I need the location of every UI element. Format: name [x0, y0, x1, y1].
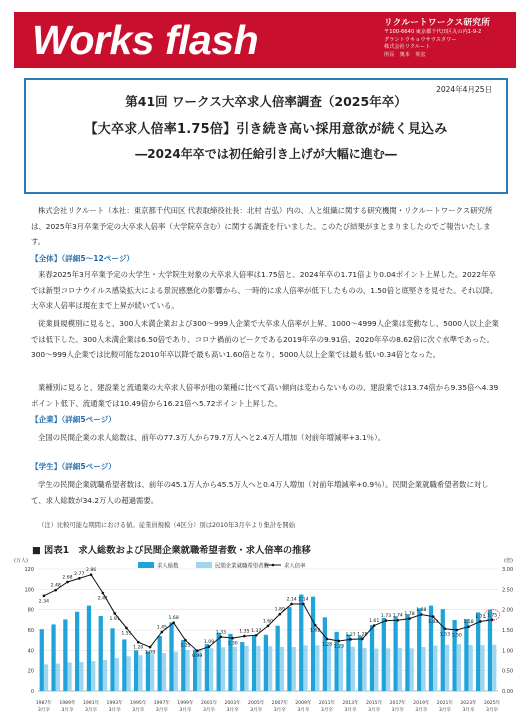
- bar-job-openings: [99, 616, 103, 691]
- left-axis-unit: (万人): [14, 558, 28, 564]
- right-tick-label: 1.00: [502, 648, 514, 655]
- ratio-data-label: 1.23: [333, 644, 344, 650]
- overall-paragraph-3: 業種別に見ると、建設業と流通業の大卒求人倍率が他の業種に比べて高い傾向は変わらないものの、建設業では13.74倍から9.35倍へ4.39ポイント低下、流通業では10.49倍から16.21倍へ5.72ポイント上昇した。: [31, 383, 499, 408]
- point-job-ratio: [220, 636, 223, 639]
- bar-job-openings: [87, 606, 91, 691]
- legend-marker-job-ratio: [272, 564, 275, 567]
- point-job-ratio: [302, 603, 305, 606]
- left-tick-label: 20: [27, 668, 34, 675]
- x-tick-sublabel: 3月卒: [108, 708, 121, 713]
- bar-job-seekers: [292, 647, 296, 691]
- intro-paragraph: 株式会社リクルート（本社：東京都千代田区 代表取締役社長：北村 吉弘）内の、人と組織に関する研究機関・リクルートワークス研究所は、2025年3月卒業予定の大卒求人倍率（大学院卒含む）に関する調査を行いました。このたび結果がまとまりましたのでご報告いたします。: [31, 206, 493, 247]
- bar-job-openings: [158, 636, 162, 691]
- bar-job-openings: [252, 636, 256, 691]
- org-address: 〒100-6640 東京都千代田区丸の内1-9-2: [384, 29, 482, 35]
- point-job-ratio: [491, 619, 494, 622]
- left-tick-label: 0: [30, 689, 34, 695]
- point-job-ratio: [43, 595, 46, 598]
- x-tick-label: 1987年: [35, 701, 53, 706]
- bar-job-seekers: [410, 648, 414, 691]
- point-job-ratio: [444, 627, 447, 630]
- bar-job-seekers: [126, 656, 130, 691]
- bar-job-seekers: [150, 654, 154, 691]
- section-heading-student: 【学生】（詳細5ページ）: [31, 462, 116, 471]
- point-job-ratio: [479, 620, 482, 623]
- point-job-ratio: [90, 573, 93, 576]
- point-job-ratio: [278, 613, 281, 616]
- release-date: 2024年4月25日: [436, 85, 492, 94]
- x-tick-sublabel: 3月卒: [37, 708, 50, 713]
- x-tick-label: 2017年: [389, 701, 406, 706]
- point-job-ratio: [243, 635, 246, 638]
- student-paragraph: 学生の民間企業就職希望者数は、前年の45.1万人から45.5万人へと0.4万人増加（対前年増減率+0.9％）。民間企業就職希望者数に対して、求人総数が34.2万人の超過需要。: [31, 480, 489, 505]
- bar-job-seekers: [244, 646, 248, 691]
- x-tick-label: 2009年: [295, 701, 312, 706]
- bar-job-seekers: [79, 662, 83, 691]
- bar-job-openings: [51, 624, 55, 691]
- left-tick-label: 60: [27, 628, 34, 634]
- bar-job-seekers: [374, 649, 378, 691]
- bar-job-openings: [323, 617, 327, 691]
- bar-job-openings: [382, 618, 386, 691]
- ratio-data-label: 1.25: [180, 643, 191, 649]
- bar-job-seekers: [362, 648, 366, 691]
- bar-job-openings: [122, 639, 126, 691]
- ratio-data-label: 1.62: [310, 628, 321, 634]
- legend-label-job-openings: 求人総数: [157, 563, 179, 570]
- ratio-data-label: 1.68: [168, 616, 179, 622]
- point-job-ratio: [385, 619, 388, 622]
- ratio-data-label: 1.78: [404, 612, 415, 618]
- section-heading-company: 【企業】（詳細5ページ）: [31, 415, 116, 424]
- ratio-data-label: 1.50: [451, 633, 462, 639]
- point-job-ratio: [149, 646, 152, 649]
- title-box: [24, 78, 508, 194]
- left-tick-label: 100: [24, 587, 34, 594]
- recruitment-chart: [10, 553, 524, 719]
- right-tick-label: 3.00: [502, 567, 514, 573]
- x-tick-label: 2019年: [413, 701, 430, 706]
- bar-job-openings: [476, 612, 480, 691]
- point-job-ratio: [326, 638, 329, 641]
- bar-job-openings: [405, 614, 409, 691]
- left-tick-label: 120: [24, 567, 34, 573]
- x-tick-sublabel: 3月卒: [61, 708, 74, 713]
- bar-job-seekers: [280, 647, 284, 691]
- bar-job-seekers: [469, 645, 473, 691]
- right-tick-label: 0.50: [502, 668, 514, 675]
- point-job-ratio: [396, 619, 399, 622]
- ratio-data-label: 1.74: [392, 613, 403, 619]
- bar-job-openings: [488, 610, 492, 691]
- point-job-ratio: [420, 613, 423, 616]
- x-tick-sublabel: 3月卒: [132, 708, 145, 713]
- point-job-ratio: [125, 627, 128, 630]
- right-tick-label: 2.00: [502, 607, 514, 614]
- x-tick-label: 1991年: [82, 701, 100, 706]
- x-tick-label: 2021年: [436, 701, 454, 706]
- ratio-data-label: 1.83: [428, 620, 439, 626]
- bar-job-openings: [464, 619, 468, 691]
- bar-job-seekers: [103, 660, 107, 691]
- figure-title: ■ 図表1 求人総数および民間企業就職希望者数・求人倍率の推移: [32, 545, 311, 556]
- bar-job-seekers: [115, 658, 119, 691]
- point-job-ratio: [467, 625, 470, 628]
- ratio-data-label: 2.77: [74, 571, 85, 577]
- ratio-data-label: 1.09: [203, 640, 215, 646]
- point-job-ratio: [349, 638, 352, 641]
- x-tick-sublabel: 3月卒: [391, 708, 404, 713]
- x-tick-sublabel: 3月卒: [202, 708, 216, 713]
- org-name: リクルートワークス研究所: [384, 18, 491, 28]
- ratio-data-label: 2.68: [62, 575, 73, 581]
- bar-job-openings: [370, 625, 374, 691]
- x-tick-sublabel: 3月卒: [85, 708, 98, 713]
- bar-job-seekers: [421, 647, 425, 691]
- point-job-ratio: [137, 641, 140, 644]
- x-tick-label: 2013年: [342, 701, 359, 706]
- ratio-data-label: 1.53: [439, 632, 451, 638]
- headline: 【大卒求人倍率1.75倍】引き続き高い採用意欲が続く見込み: [84, 122, 448, 137]
- bar-job-seekers: [91, 661, 95, 691]
- point-job-ratio: [102, 592, 105, 595]
- bar-job-openings: [205, 644, 209, 691]
- left-tick-label: 80: [27, 607, 34, 614]
- org-building: グラントウキョウサウスタワー: [384, 36, 457, 43]
- ratio-data-label: 1.37: [251, 628, 262, 634]
- right-tick-label: 1.50: [502, 628, 514, 634]
- bar-job-openings: [276, 626, 280, 691]
- bar-job-openings: [40, 629, 44, 691]
- right-tick-label: 2.50: [502, 587, 514, 594]
- point-job-ratio: [172, 621, 175, 624]
- bar-job-openings: [358, 636, 362, 691]
- point-job-ratio: [113, 612, 116, 615]
- bar-job-openings: [346, 634, 350, 691]
- bar-job-seekers: [67, 663, 71, 691]
- x-tick-label: 1997年: [153, 701, 170, 706]
- bar-job-seekers: [162, 653, 166, 691]
- ratio-data-label: 2.86: [85, 568, 97, 574]
- bar-job-openings: [287, 607, 291, 691]
- point-job-ratio: [184, 639, 187, 642]
- bar-job-seekers: [256, 646, 260, 691]
- ratio-data-label: 2.34: [38, 599, 50, 605]
- bar-job-seekers: [339, 645, 343, 691]
- ratio-data-label: 1.27: [345, 632, 356, 638]
- bar-job-openings: [146, 651, 150, 691]
- x-tick-label: 2015年: [366, 701, 383, 706]
- bar-job-seekers: [303, 645, 307, 691]
- x-tick-sublabel: 3月卒: [273, 708, 286, 713]
- header-banner: [14, 12, 516, 68]
- bar-job-seekers: [138, 655, 142, 691]
- point-job-ratio: [314, 624, 317, 627]
- bar-job-openings: [134, 650, 138, 691]
- ratio-data-label: 1.60: [262, 619, 274, 625]
- bar-job-seekers: [480, 645, 484, 691]
- x-tick-label: 2001年: [200, 701, 218, 706]
- point-job-ratio: [455, 629, 458, 632]
- bar-job-seekers: [457, 644, 461, 691]
- bar-job-seekers: [386, 648, 390, 691]
- legend-swatch-job-seekers: [196, 562, 212, 568]
- ratio-data-label: 1.55: [121, 631, 132, 637]
- x-tick-sublabel: 3月卒: [462, 708, 475, 713]
- point-job-ratio: [161, 631, 164, 634]
- point-job-ratio: [78, 577, 81, 580]
- x-tick-label: 1995年: [130, 701, 147, 706]
- x-tick-label: 2007年: [271, 701, 288, 706]
- ratio-data-label: 2.48: [50, 583, 61, 589]
- overall-paragraph-1: 来春2025年3月卒業予定の大学生・大学院生対象の大卒求人倍率は1.75倍と、2024年卒の1.71倍より0.04ポイント上昇した。2022年卒では新型コロナウイルス感染拡大による景況感悪化の影響から、一時的に求人倍率が低下したものの、1.50倍と底堅さを見せた。それ以降、大卒求人倍率は現在まで上昇が続いている。: [31, 270, 498, 311]
- point-job-ratio: [267, 625, 270, 628]
- legend-label-job-ratio: 求人倍率: [284, 563, 306, 570]
- footnote: （注）比較可能な期間における値。従業員規模（4区分）別は2010年3月卒より集計を開始: [38, 522, 296, 529]
- bar-job-openings: [393, 616, 397, 691]
- point-job-ratio: [231, 637, 234, 640]
- bar-job-openings: [217, 633, 221, 691]
- x-tick-label: 1999年: [177, 701, 194, 706]
- bar-job-openings: [429, 606, 433, 691]
- bar-job-seekers: [209, 648, 213, 691]
- x-tick-sublabel: 3月卒: [297, 708, 310, 713]
- x-tick-sublabel: 3月卒: [155, 708, 168, 713]
- ratio-data-label: 1.61: [369, 619, 380, 625]
- point-job-ratio: [337, 640, 340, 643]
- x-tick-label: 2005年: [248, 701, 265, 706]
- bar-job-seekers: [433, 646, 437, 691]
- legend-swatch-job-openings: [138, 562, 154, 568]
- x-tick-sublabel: 3月卒: [320, 708, 334, 713]
- ratio-data-label: 1.45: [156, 625, 167, 631]
- bar-job-openings: [441, 609, 445, 691]
- ratio-data-label: 1.30: [227, 641, 238, 647]
- bar-job-seekers: [492, 645, 496, 691]
- x-tick-label: 2003年: [224, 701, 241, 706]
- bar-job-seekers: [233, 647, 237, 691]
- bar-job-openings: [240, 642, 244, 691]
- bar-job-seekers: [327, 645, 331, 691]
- x-tick-label: 1993年: [106, 701, 123, 706]
- bar-job-openings: [110, 628, 114, 691]
- ratio-data-label: 1.71: [475, 614, 486, 620]
- x-tick-sublabel: 3月卒: [179, 708, 192, 713]
- ratio-data-label: 1.20: [133, 645, 144, 651]
- ratio-data-label: 1.75: [486, 613, 498, 619]
- bar-job-seekers: [174, 652, 178, 691]
- left-tick-label: 40: [27, 648, 34, 655]
- bar-job-openings: [169, 622, 173, 691]
- bar-job-seekers: [44, 664, 48, 691]
- x-tick-sublabel: 3月卒: [226, 708, 239, 713]
- point-job-ratio: [66, 581, 69, 584]
- bar-job-openings: [75, 612, 79, 691]
- x-tick-sublabel: 3月卒: [344, 708, 357, 713]
- ratio-data-label: 2.14: [298, 597, 309, 603]
- bar-job-openings: [264, 635, 268, 691]
- legend-label-job-seekers: 民間企業就職希望者数: [215, 563, 269, 570]
- bar-job-seekers: [315, 645, 319, 691]
- org-company: 株式会社リクルート: [384, 44, 431, 51]
- survey-title: 第41回 ワークス大卒求人倍率調査（2025年卒）: [125, 94, 407, 109]
- ratio-data-label: 0.99: [192, 654, 203, 660]
- bar-job-seekers: [185, 650, 189, 691]
- point-job-ratio: [408, 617, 411, 620]
- ratio-data-label: 1.89: [274, 607, 285, 613]
- bar-job-openings: [311, 597, 315, 691]
- ratio-data-label: 1.88: [416, 608, 427, 614]
- point-job-ratio: [255, 634, 258, 637]
- ratio-data-label: 1.35: [239, 629, 250, 635]
- x-tick-label: 2025年: [483, 701, 501, 706]
- x-tick-sublabel: 3月卒: [415, 708, 428, 713]
- ratio-data-label: 1.73: [380, 614, 392, 620]
- right-axis-unit: (倍): [504, 558, 513, 564]
- org-director: 所長 奥本 英宏: [384, 51, 426, 58]
- ratio-data-label: 1.08: [144, 650, 156, 656]
- x-tick-sublabel: 3月卒: [250, 708, 263, 713]
- works-flash-logo: Works flash: [32, 17, 259, 63]
- ratio-data-label: 2.41: [97, 596, 108, 602]
- section-heading-overall: 【全体】（詳細5～12ページ）: [31, 254, 135, 263]
- organization-info: [384, 17, 490, 59]
- x-tick-label: 2023年: [460, 701, 477, 706]
- overall-paragraph-2: 従業員規模別に見ると、300人未満企業および300～999人企業で大卒求人倍率が上昇、1000～4999人企業は変動なし、5000人以上企業では低下した。300人未満企業は6.50倍であり、コロナ禍前のピークである2019年卒の9.91倍、2020年卒の8.62倍に次ぐ水準であった。300～999人企業では比較可能な2010年卒以降で最も高い1.60倍となり、5000人以上企業では最も低い0.34倍となった。: [31, 319, 499, 360]
- x-tick-label: 2011年: [318, 701, 336, 706]
- bar-job-openings: [63, 619, 67, 691]
- bar-job-seekers: [398, 648, 402, 691]
- bar-job-seekers: [268, 646, 272, 691]
- ratio-data-label: 1.58: [463, 620, 474, 626]
- bar-job-seekers: [445, 645, 449, 691]
- ratio-data-label: 2.14: [286, 597, 297, 603]
- ratio-data-label: 1.28: [321, 642, 333, 648]
- x-tick-sublabel: 3月卒: [438, 708, 451, 713]
- bar-job-seekers: [221, 647, 225, 691]
- ratio-data-label: 1.33: [215, 630, 226, 636]
- ratio-data-label: 1.28: [357, 632, 368, 638]
- x-tick-sublabel: 3月卒: [486, 708, 499, 713]
- bar-job-seekers: [351, 647, 355, 691]
- right-tick-label: 0.00: [502, 689, 514, 695]
- bar-job-openings: [417, 608, 421, 691]
- bar-job-seekers: [56, 664, 60, 691]
- subheadline: ―2024年卒では初任給引き上げが大幅に進む―: [135, 147, 397, 161]
- point-job-ratio: [290, 603, 293, 606]
- point-job-ratio: [432, 615, 435, 618]
- x-tick-sublabel: 3月卒: [368, 708, 381, 713]
- point-job-ratio: [373, 624, 376, 627]
- x-tick-label: 1989年: [59, 701, 76, 706]
- point-job-ratio: [208, 645, 211, 648]
- point-job-ratio: [196, 649, 199, 652]
- point-job-ratio: [361, 638, 364, 641]
- company-paragraph: 全国の民間企業の求人総数は、前年の77.3万人から79.7万人へと2.4万人増加（対前年増減率+3.1％）。: [38, 433, 386, 442]
- ratio-data-label: 1.91: [109, 616, 120, 622]
- bar-job-openings: [299, 595, 303, 691]
- point-job-ratio: [54, 589, 57, 592]
